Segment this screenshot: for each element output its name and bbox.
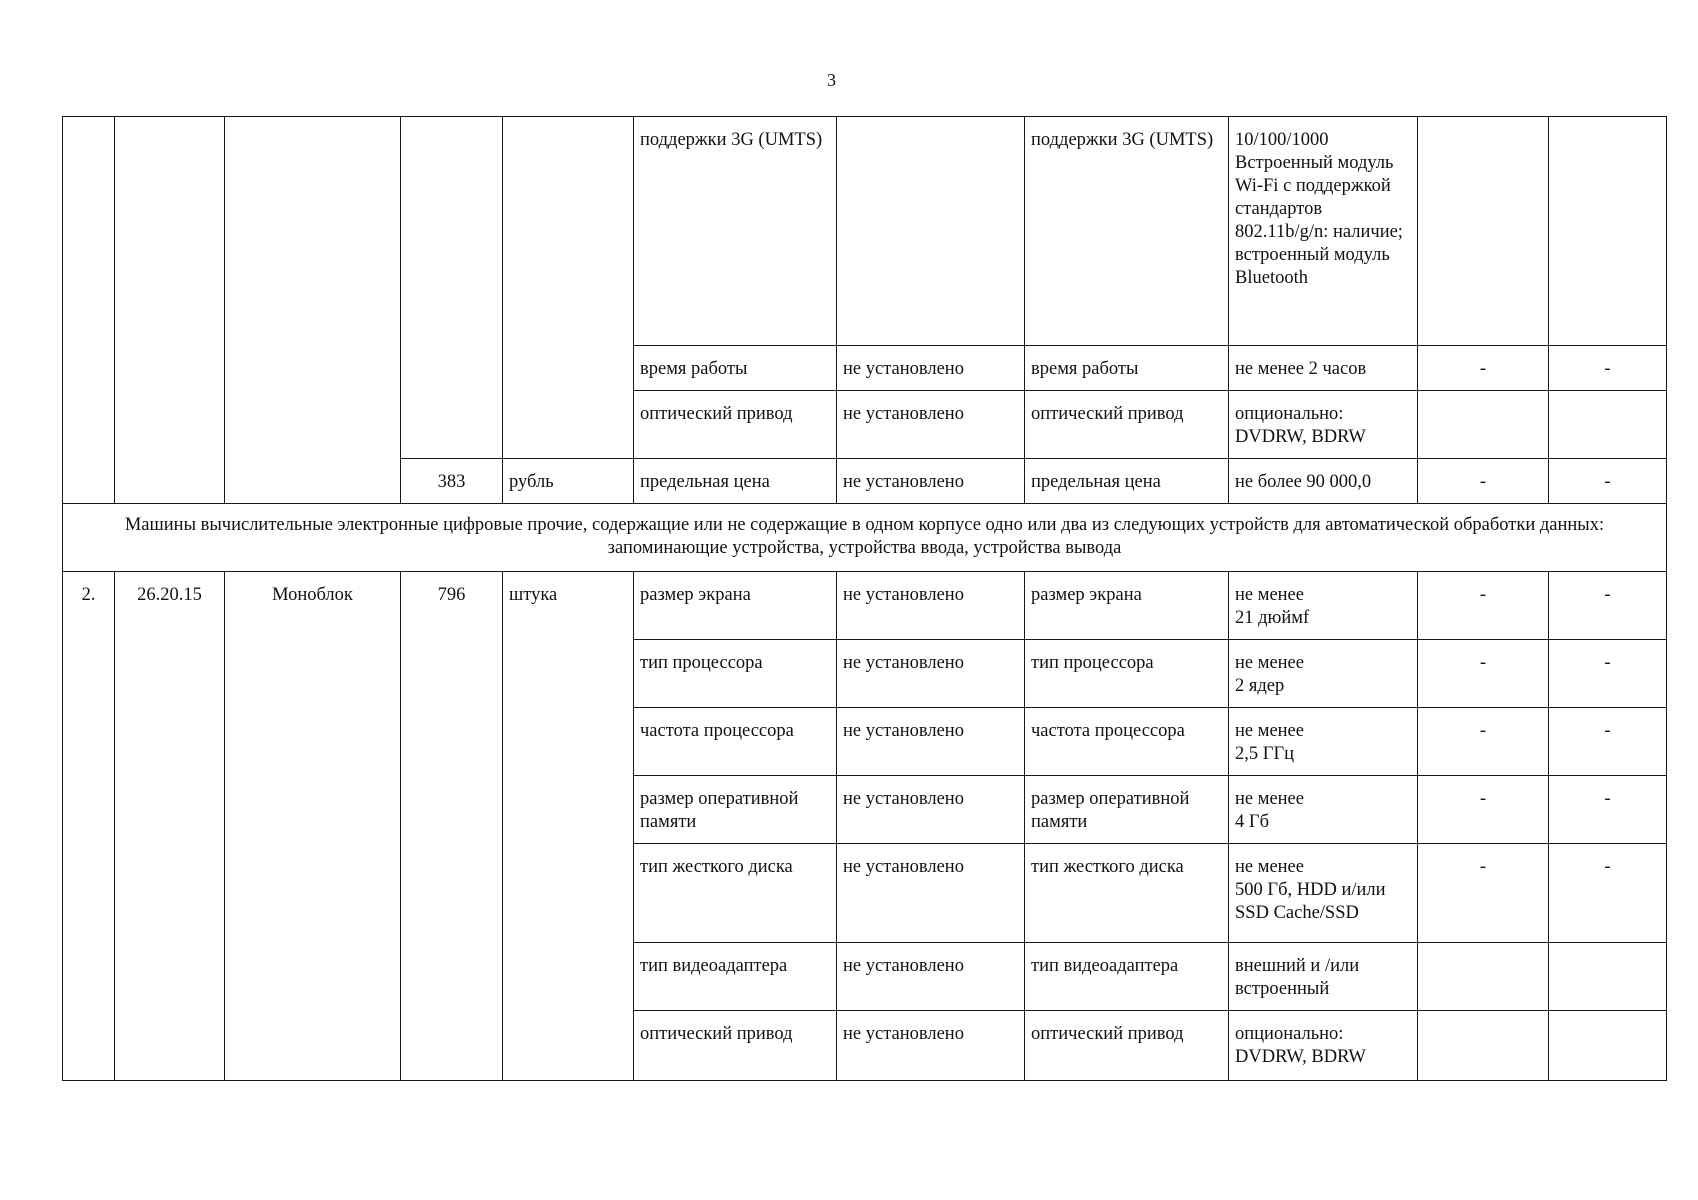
cell-extra-1 [1418,1011,1549,1081]
cell-extra-1 [1418,391,1549,459]
cell-value [1229,844,1418,943]
table-row [63,117,1667,346]
cell-norm: не установлено [837,459,1025,504]
cell-char-name: оптический привод [634,391,837,459]
cell-extra-2 [1549,391,1667,459]
cell-norm [837,117,1025,346]
value-text: опционально: DVDRW, BDRW [1235,404,1366,447]
value-text: опционально: DVDRW, BDRW [1235,1024,1366,1067]
cell-unit: штука [503,572,634,1081]
table-row [63,504,1667,572]
cell-char-name-required: размер оперативной памяти [1025,776,1229,844]
cell-value [1229,117,1418,346]
cell-norm: не установлено [837,1011,1025,1081]
specification-table [62,116,1667,1081]
cell-char-name-required: тип видеоадаптера [1025,943,1229,1011]
cell-norm: не установлено [837,346,1025,391]
cell-norm: не установлено [837,572,1025,640]
cell-extra-1: - [1418,459,1549,504]
cell-value [1229,708,1418,776]
cell-value [1229,640,1418,708]
value-text: не менее 2,5 ГГц [1235,721,1304,764]
cell-value [1229,776,1418,844]
cell-char-name-required: поддержки 3G (UMTS) [1025,117,1229,346]
cell-norm: не установлено [837,391,1025,459]
cell-value: не более 90 000,0 [1229,459,1418,504]
cell-extra-2: - [1549,346,1667,391]
cell-okei-code: 796 [401,572,503,1081]
cell-extra-1: - [1418,346,1549,391]
cell-extra-1: - [1418,844,1549,943]
cell-norm: не установлено [837,844,1025,943]
value-text: не менее 500 Гб, HDD и/или SSD Cache/SSD [1235,857,1386,923]
value-text: не менее 2 ядер [1235,653,1304,696]
cell-extra-2: - [1549,640,1667,708]
cell-char-name: тип видеоадаптера [634,943,837,1011]
cell-char-name-required: размер экрана [1025,572,1229,640]
cell-value [1229,391,1418,459]
table-row [63,572,1667,640]
cell-name [225,117,401,504]
cell-char-name: тип жесткого диска [634,844,837,943]
cell-extra-2: - [1549,844,1667,943]
cell-char-name: время работы [634,346,837,391]
cell-extra-2: - [1549,572,1667,640]
cell-norm: не установлено [837,708,1025,776]
cell-unit: рубль [503,459,634,504]
cell-value [1229,1011,1418,1081]
cell-norm: не установлено [837,776,1025,844]
cell-num: 2. [63,572,115,1081]
cell-extra-1: - [1418,708,1549,776]
cell-char-name: частота процессора [634,708,837,776]
cell-extra-2: - [1549,708,1667,776]
cell-char-name-required: тип жесткого диска [1025,844,1229,943]
page-number: 3 [827,70,836,90]
cell-value: не менее 2 часов [1229,346,1418,391]
cell-char-name-required: предельная цена [1025,459,1229,504]
cell-okpd2 [115,117,225,504]
cell-extra-1: - [1418,572,1549,640]
cell-num [63,117,115,504]
cell-name: Моноблок [225,572,401,1081]
cell-okei-code: 383 [401,459,503,504]
cell-char-name: предельная цена [634,459,837,504]
value-text: не менее 21 дюймf [1235,585,1310,628]
cell-norm: не установлено [837,640,1025,708]
cell-char-name-required: частота процессора [1025,708,1229,776]
section-heading: Машины вычислительные электронные цифровые прочие, содержащие или не содержащие в одном корпусе одно или два из следующих устройств для автоматической обработки данных: запоминающие устройства, устройства ввода, устройства вывода [63,504,1667,572]
value-text: внешний и /или встроенный [1235,956,1360,999]
cell-value [1229,943,1418,1011]
cell-okei-code [401,117,503,459]
cell-char-name: тип процессора [634,640,837,708]
cell-char-name-required: оптический привод [1025,391,1229,459]
cell-extra-1 [1418,943,1549,1011]
cell-extra-2: - [1549,776,1667,844]
cell-char-name-required: время работы [1025,346,1229,391]
cell-extra-2 [1549,943,1667,1011]
cell-extra-2 [1549,117,1667,346]
cell-char-name-required: тип процессора [1025,640,1229,708]
cell-unit [503,117,634,459]
cell-char-name: размер экрана [634,572,837,640]
cell-char-name: размер оперативной памяти [634,776,837,844]
cell-value [1229,572,1418,640]
cell-extra-1: - [1418,640,1549,708]
value-text: не менее 4 Гб [1235,789,1304,832]
cell-extra-1 [1418,117,1549,346]
cell-extra-1: - [1418,776,1549,844]
cell-char-name: поддержки 3G (UMTS) [634,117,837,346]
cell-char-name: оптический привод [634,1011,837,1081]
cell-okpd2: 26.20.15 [115,572,225,1081]
cell-extra-2: - [1549,459,1667,504]
cell-extra-2 [1549,1011,1667,1081]
cell-char-name-required: оптический привод [1025,1011,1229,1081]
value-text: 10/100/1000 Встроенный модуль Wi-Fi с поддержкой стандартов 802.11b/g/n: наличие; встроенный модуль Bluetooth [1235,130,1403,288]
cell-norm: не установлено [837,943,1025,1011]
